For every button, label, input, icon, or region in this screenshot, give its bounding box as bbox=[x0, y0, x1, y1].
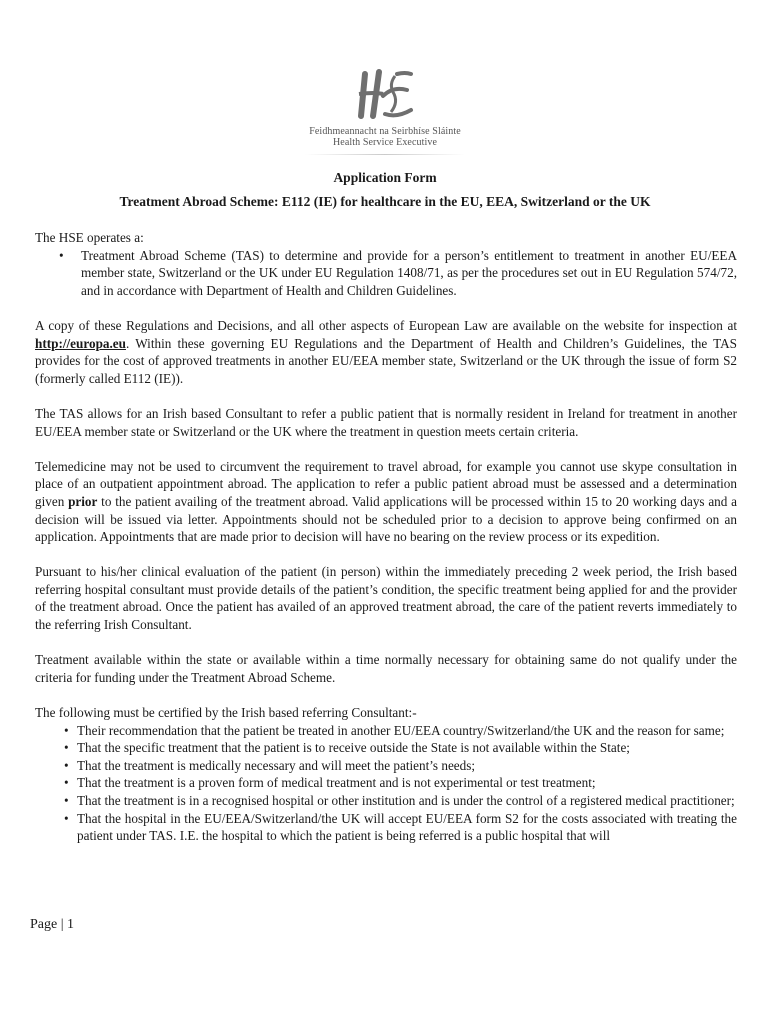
clinical-evaluation-paragraph: Pursuant to his/her clinical evaluation of the patient (in person) within the immediately preceding 2 week period, the Irish based referring hospital consultant must provide details of the patient’s condition, the specific treatment being applied for and the provider of the treatment abroad. Once the patient has availed of an approved treatment abroad, the care of the patient reverts immediately to the referring Irish Consultant. bbox=[35, 564, 737, 633]
certification-item: • That the specific treatment that the patient is to receive outside the State is not available within the State; bbox=[77, 739, 737, 757]
certification-intro: The following must be certified by the Irish based referring Consultant:- bbox=[35, 705, 417, 721]
regulations-text-2: . Within these governing EU Regulations and the Department of Health and Children’s Guidelines, the TAS provides for the cost of approved treatments in another EU/EEA member state, Switzerland or the UK through the issue of form S2 (formerly called E112 (IE)). bbox=[35, 335, 737, 386]
regulations-text-1: A copy of these Regulations and Decisions, and all other aspects of European Law are available on the website for inspection at bbox=[35, 317, 737, 333]
prior-emphasis: prior bbox=[68, 493, 98, 509]
regulations-paragraph bbox=[35, 317, 737, 387]
certification-item: • That the treatment is medically necessary and will meet the patient’s needs; bbox=[77, 757, 737, 775]
certification-item: • That the hospital in the EU/EEA/Switzerland/the UK will accept EU/EEA form S2 for the costs associated with treating the patient under TAS. I.E. the hospital to which the patient is being referred is a public hospital that will bbox=[77, 810, 737, 845]
certification-item: • Their recommendation that the patient be treated in another EU/EEA country/Switzerland/the UK and the reason for same; bbox=[77, 722, 737, 740]
tas-list bbox=[35, 247, 737, 300]
document-body bbox=[35, 229, 737, 845]
scheme-title: Treatment Abroad Scheme: E112 (IE) for healthcare in the EU, EEA, Switzerland or the UK bbox=[119, 194, 651, 209]
hse-logo bbox=[300, 68, 470, 155]
page-number: Page | 1 bbox=[30, 917, 75, 932]
telemedicine-text-1: Telemedicine may not be used to circumvent the requirement to travel abroad, for example you cannot use skype consultation in place of an outpatient appointment abroad. The application to refer a public patient abroad must be assessed and a determination given bbox=[35, 458, 737, 509]
form-title: Application Form bbox=[333, 170, 437, 185]
hse-logo-mark bbox=[353, 68, 417, 122]
certification-item: • That the treatment is a proven form of medical treatment and is not experimental or test treatment; bbox=[77, 774, 737, 792]
telemedicine-paragraph bbox=[35, 458, 737, 546]
certification-list bbox=[35, 722, 737, 845]
tas-allows-paragraph: The TAS allows for an Irish based Consultant to refer a public patient that is normally resident in Ireland for treatment in another EU/EEA member state or Switzerland or the UK where the treatment in question meets certain criteria. bbox=[35, 405, 737, 439]
treatment-available-paragraph: Treatment available within the state or available within a time normally necessary for obtaining same do not qualify under the criteria for funding under the Treatment Abroad Scheme. bbox=[35, 652, 737, 685]
telemedicine-text-2: to the patient availing of the treatment abroad. Valid applications will be processed within 15 to 20 working days and a decision will be issued via letter. Appointments should not be scheduled prior to a decision to approve being confirmed on an application. Appointments that are made prior to decision will have no bearing on the review process or its expedition. bbox=[35, 493, 737, 545]
logo-divider bbox=[305, 154, 465, 155]
logo-english-name: Health Service Executive bbox=[332, 137, 438, 148]
logo-irish-name: Feidhmeannacht na Seirbhíse Sláinte bbox=[309, 126, 461, 137]
certification-item: • That the treatment is in a recognised hospital or other institution and is under the control of a registered medical practitioner; bbox=[77, 792, 737, 810]
tas-bullet: • Treatment Abroad Scheme (TAS) to determine and provide for a person’s entitlement to treatment in another EU/EEA member state, Switzerland or the UK under EU Regulation 1408/71, as per the procedures set out in EU Regulation 574/72, and in accordance with Department of Health and Children Guidelines. bbox=[81, 247, 737, 300]
intro-text: The HSE operates a: bbox=[35, 230, 144, 245]
europa-link[interactable]: http://europa.eu bbox=[35, 335, 126, 351]
